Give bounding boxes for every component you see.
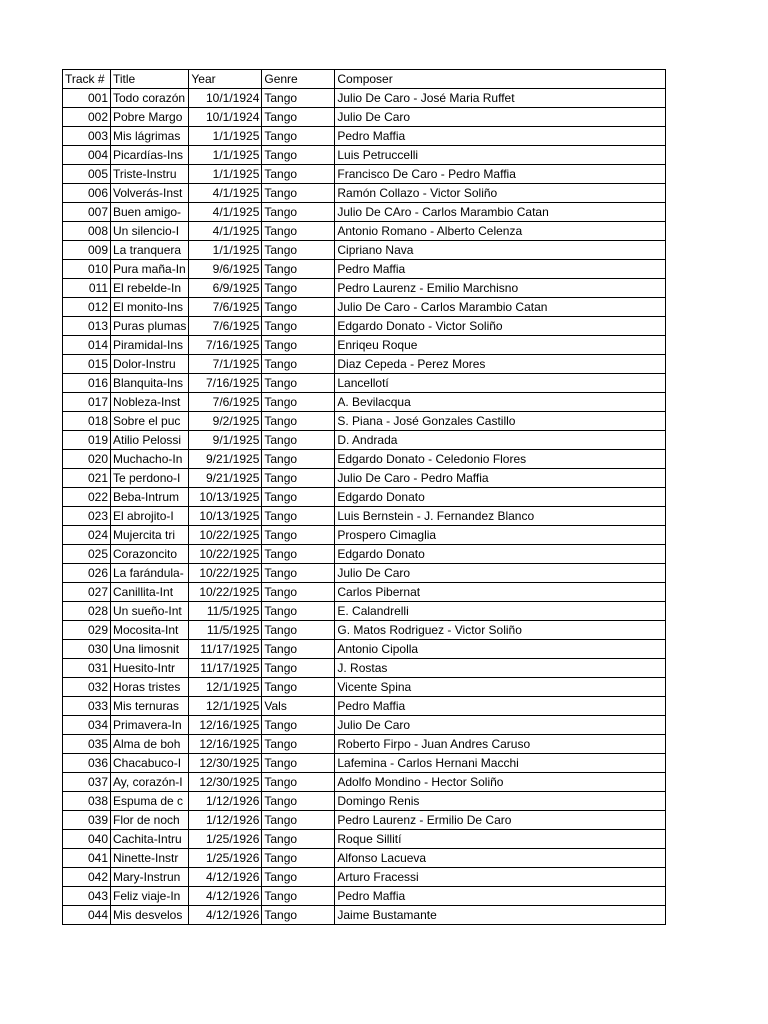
track-cell[interactable]: 041 — [63, 849, 111, 868]
track-cell[interactable]: 030 — [63, 640, 111, 659]
composer-cell[interactable]: A. Bevilacqua — [335, 393, 666, 412]
track-cell[interactable]: 033 — [63, 697, 111, 716]
title-cell[interactable]: Dolor-Instru — [111, 355, 189, 374]
year-cell[interactable]: 11/5/1925 — [189, 602, 262, 621]
composer-cell[interactable]: Edgardo Donato — [335, 545, 666, 564]
table-row — [63, 906, 666, 925]
track-cell[interactable]: 014 — [63, 336, 111, 355]
track-cell[interactable]: 012 — [63, 298, 111, 317]
title-cell[interactable]: Todo corazón — [111, 89, 189, 108]
table-row — [63, 564, 666, 583]
year-cell[interactable]: 9/21/1925 — [189, 469, 262, 488]
table-row — [63, 260, 666, 279]
composer-cell[interactable]: Julio De Caro - Pedro Maffia — [335, 469, 666, 488]
track-cell[interactable]: 017 — [63, 393, 111, 412]
composer-cell[interactable]: Antonio Cipolla — [335, 640, 666, 659]
table-row — [63, 374, 666, 393]
genre-cell[interactable]: Tango — [262, 811, 335, 830]
track-cell[interactable]: 009 — [63, 241, 111, 260]
composer-cell[interactable]: Lafemina - Carlos Hernani Macchi — [335, 754, 666, 773]
track-cell[interactable]: 034 — [63, 716, 111, 735]
year-cell[interactable]: 11/17/1925 — [189, 659, 262, 678]
table-row — [63, 659, 666, 678]
genre-cell[interactable]: Tango — [262, 412, 335, 431]
track-cell[interactable]: 020 — [63, 450, 111, 469]
year-cell[interactable]: 1/25/1926 — [189, 830, 262, 849]
track-cell[interactable]: 037 — [63, 773, 111, 792]
title-cell[interactable]: Mis desvelos — [111, 906, 189, 925]
year-cell[interactable]: 12/16/1925 — [189, 735, 262, 754]
title-cell[interactable]: Una limosnit — [111, 640, 189, 659]
genre-cell[interactable]: Tango — [262, 165, 335, 184]
year-cell[interactable]: 10/1/1924 — [189, 108, 262, 127]
title-cell[interactable]: Alma de boh — [111, 735, 189, 754]
composer-cell[interactable]: Alfonso Lacueva — [335, 849, 666, 868]
track-cell[interactable]: 035 — [63, 735, 111, 754]
track-cell[interactable]: 005 — [63, 165, 111, 184]
title-cell[interactable]: Canillita-Int — [111, 583, 189, 602]
table-row — [63, 526, 666, 545]
title-cell[interactable]: Muchacho-In — [111, 450, 189, 469]
title-cell[interactable]: Feliz viaje-In — [111, 887, 189, 906]
track-cell[interactable]: 038 — [63, 792, 111, 811]
title-cell[interactable]: Atilio Pelossi — [111, 431, 189, 450]
table-row — [63, 450, 666, 469]
composer-cell[interactable]: Arturo Fracessi — [335, 868, 666, 887]
table-row — [63, 811, 666, 830]
title-cell[interactable]: Espuma de c — [111, 792, 189, 811]
genre-cell[interactable]: Tango — [262, 602, 335, 621]
composer-cell[interactable]: Julio De Caro - Carlos Marambio Catan — [335, 298, 666, 317]
table-row — [63, 469, 666, 488]
genre-cell[interactable]: Tango — [262, 241, 335, 260]
composer-cell[interactable]: Julio De Caro — [335, 716, 666, 735]
composer-cell[interactable]: Lancellotí — [335, 374, 666, 393]
table-row — [63, 317, 666, 336]
table-row — [63, 678, 666, 697]
genre-cell[interactable]: Tango — [262, 393, 335, 412]
genre-cell[interactable]: Tango — [262, 184, 335, 203]
track-cell[interactable]: 024 — [63, 526, 111, 545]
genre-cell[interactable]: Tango — [262, 336, 335, 355]
table-row — [63, 583, 666, 602]
year-cell[interactable]: 11/5/1925 — [189, 621, 262, 640]
composer-cell[interactable]: S. Piana - José Gonzales Castillo — [335, 412, 666, 431]
title-cell[interactable]: Corazoncito — [111, 545, 189, 564]
year-cell[interactable]: 7/6/1925 — [189, 317, 262, 336]
table-row — [63, 241, 666, 260]
title-cell[interactable]: Huesito-Intr — [111, 659, 189, 678]
title-cell[interactable]: Ay, corazón-I — [111, 773, 189, 792]
composer-cell[interactable]: Julio De CAro - Carlos Marambio Catan — [335, 203, 666, 222]
genre-cell[interactable]: Tango — [262, 792, 335, 811]
header-track[interactable]: Track # — [63, 70, 111, 89]
table-row — [63, 621, 666, 640]
composer-cell[interactable]: Diaz Cepeda - Perez Mores — [335, 355, 666, 374]
table-row — [63, 393, 666, 412]
track-cell[interactable]: 003 — [63, 127, 111, 146]
year-cell[interactable]: 9/21/1925 — [189, 450, 262, 469]
genre-cell[interactable]: Tango — [262, 108, 335, 127]
genre-cell[interactable]: Tango — [262, 450, 335, 469]
genre-cell[interactable]: Tango — [262, 279, 335, 298]
track-cell[interactable]: 042 — [63, 868, 111, 887]
title-cell[interactable]: Un silencio-I — [111, 222, 189, 241]
table-row — [63, 146, 666, 165]
table-row — [63, 602, 666, 621]
composer-cell[interactable]: Luis Petruccelli — [335, 146, 666, 165]
genre-cell[interactable]: Tango — [262, 298, 335, 317]
track-cell[interactable]: 043 — [63, 887, 111, 906]
title-cell[interactable]: Mis ternuras — [111, 697, 189, 716]
year-cell[interactable]: 1/1/1925 — [189, 165, 262, 184]
year-cell[interactable]: 10/1/1924 — [189, 89, 262, 108]
composer-cell[interactable]: Enriqeu Roque — [335, 336, 666, 355]
table-row — [63, 412, 666, 431]
table-row — [63, 716, 666, 735]
composer-cell[interactable]: Antonio Romano - Alberto Celenza — [335, 222, 666, 241]
genre-cell[interactable]: Tango — [262, 754, 335, 773]
composer-cell[interactable]: Francisco De Caro - Pedro Maffia — [335, 165, 666, 184]
title-cell[interactable]: Cachita-Intru — [111, 830, 189, 849]
header-row — [63, 70, 666, 89]
composer-cell[interactable]: Roque Sillití — [335, 830, 666, 849]
title-cell[interactable]: Mis lágrimas — [111, 127, 189, 146]
track-cell[interactable]: 007 — [63, 203, 111, 222]
table-row — [63, 754, 666, 773]
track-cell[interactable]: 040 — [63, 830, 111, 849]
genre-cell[interactable]: Tango — [262, 735, 335, 754]
year-cell[interactable]: 9/2/1925 — [189, 412, 262, 431]
year-cell[interactable]: 10/13/1925 — [189, 488, 262, 507]
genre-cell[interactable]: Tango — [262, 773, 335, 792]
year-cell[interactable]: 7/1/1925 — [189, 355, 262, 374]
header-genre[interactable]: Genre — [262, 70, 335, 89]
year-cell[interactable]: 10/22/1925 — [189, 583, 262, 602]
title-cell[interactable]: Pura maña-In — [111, 260, 189, 279]
title-cell[interactable]: Blanquita-Ins — [111, 374, 189, 393]
title-cell[interactable]: Buen amigo- — [111, 203, 189, 222]
table-row — [63, 184, 666, 203]
composer-cell[interactable]: Edgardo Donato — [335, 488, 666, 507]
composer-cell[interactable]: Luis Bernstein - J. Fernandez Blanco — [335, 507, 666, 526]
genre-cell[interactable]: Tango — [262, 469, 335, 488]
composer-cell[interactable]: Edgardo Donato - Celedonio Flores — [335, 450, 666, 469]
year-cell[interactable]: 10/22/1925 — [189, 526, 262, 545]
track-cell[interactable]: 021 — [63, 469, 111, 488]
title-cell[interactable]: Mary-Instrun — [111, 868, 189, 887]
genre-cell[interactable]: Tango — [262, 488, 335, 507]
year-cell[interactable]: 7/16/1925 — [189, 374, 262, 393]
table-row — [63, 640, 666, 659]
composer-cell[interactable]: Vicente Spina — [335, 678, 666, 697]
title-cell[interactable]: Primavera-In — [111, 716, 189, 735]
year-cell[interactable]: 12/16/1925 — [189, 716, 262, 735]
title-cell[interactable]: Triste-Instru — [111, 165, 189, 184]
track-cell[interactable]: 010 — [63, 260, 111, 279]
table-row — [63, 488, 666, 507]
composer-cell[interactable]: Adolfo Mondino - Hector Soliño — [335, 773, 666, 792]
title-cell[interactable]: El monito-Ins — [111, 298, 189, 317]
genre-cell[interactable]: Tango — [262, 89, 335, 108]
genre-cell[interactable]: Tango — [262, 906, 335, 925]
year-cell[interactable]: 10/22/1925 — [189, 564, 262, 583]
title-cell[interactable]: La farándula- — [111, 564, 189, 583]
year-cell[interactable]: 12/1/1925 — [189, 697, 262, 716]
composer-cell[interactable]: Julio De Caro — [335, 564, 666, 583]
title-cell[interactable]: Piramidal-Ins — [111, 336, 189, 355]
title-cell[interactable]: Beba-Intrum — [111, 488, 189, 507]
genre-cell[interactable]: Tango — [262, 507, 335, 526]
track-cell[interactable]: 008 — [63, 222, 111, 241]
genre-cell[interactable]: Tango — [262, 868, 335, 887]
title-cell[interactable]: Mujercita tri — [111, 526, 189, 545]
track-cell[interactable]: 022 — [63, 488, 111, 507]
year-cell[interactable]: 10/22/1925 — [189, 545, 262, 564]
track-cell[interactable]: 019 — [63, 431, 111, 450]
table-row — [63, 279, 666, 298]
track-cell[interactable]: 036 — [63, 754, 111, 773]
track-table — [62, 69, 666, 925]
year-cell[interactable]: 1/12/1926 — [189, 811, 262, 830]
track-cell[interactable]: 011 — [63, 279, 111, 298]
title-cell[interactable]: Chacabuco-I — [111, 754, 189, 773]
track-cell[interactable]: 025 — [63, 545, 111, 564]
year-cell[interactable]: 1/25/1926 — [189, 849, 262, 868]
composer-cell[interactable]: Jaime Bustamante — [335, 906, 666, 925]
track-cell[interactable]: 006 — [63, 184, 111, 203]
title-cell[interactable]: El rebelde-In — [111, 279, 189, 298]
composer-cell[interactable]: Pedro Maffia — [335, 127, 666, 146]
year-cell[interactable]: 1/12/1926 — [189, 792, 262, 811]
table-row — [63, 298, 666, 317]
year-cell[interactable]: 1/1/1925 — [189, 146, 262, 165]
table-row — [63, 849, 666, 868]
genre-cell[interactable]: Tango — [262, 659, 335, 678]
genre-cell[interactable]: Tango — [262, 678, 335, 697]
title-cell[interactable]: Ninette-Instr — [111, 849, 189, 868]
composer-cell[interactable]: J. Rostas — [335, 659, 666, 678]
composer-cell[interactable]: Domingo Renis — [335, 792, 666, 811]
genre-cell[interactable]: Tango — [262, 526, 335, 545]
composer-cell[interactable]: Roberto Firpo - Juan Andres Caruso — [335, 735, 666, 754]
genre-cell[interactable]: Tango — [262, 564, 335, 583]
composer-cell[interactable]: Carlos Pibernat — [335, 583, 666, 602]
composer-cell[interactable]: Ramón Collazo - Victor Soliño — [335, 184, 666, 203]
table-row — [63, 507, 666, 526]
composer-cell[interactable]: G. Matos Rodriguez - Victor Soliño — [335, 621, 666, 640]
year-cell[interactable]: 10/13/1925 — [189, 507, 262, 526]
track-cell[interactable]: 015 — [63, 355, 111, 374]
table-row — [63, 108, 666, 127]
genre-cell[interactable]: Tango — [262, 260, 335, 279]
table-row — [63, 431, 666, 450]
genre-cell[interactable]: Tango — [262, 203, 335, 222]
track-cell[interactable]: 001 — [63, 89, 111, 108]
composer-cell[interactable]: Pedro Maffia — [335, 260, 666, 279]
genre-cell[interactable]: Tango — [262, 640, 335, 659]
table-row — [63, 697, 666, 716]
title-cell[interactable]: Horas tristes — [111, 678, 189, 697]
year-cell[interactable]: 12/1/1925 — [189, 678, 262, 697]
year-cell[interactable]: 4/1/1925 — [189, 222, 262, 241]
title-cell[interactable]: Un sueño-Int — [111, 602, 189, 621]
title-cell[interactable]: Sobre el puc — [111, 412, 189, 431]
table-row — [63, 887, 666, 906]
composer-cell[interactable]: D. Andrada — [335, 431, 666, 450]
genre-cell[interactable]: Tango — [262, 146, 335, 165]
track-cell[interactable]: 018 — [63, 412, 111, 431]
title-cell[interactable]: La tranquera — [111, 241, 189, 260]
year-cell[interactable]: 12/30/1925 — [189, 773, 262, 792]
table-row — [63, 222, 666, 241]
track-cell[interactable]: 029 — [63, 621, 111, 640]
composer-cell[interactable]: Julio De Caro - José Maria Ruffet — [335, 89, 666, 108]
table-row — [63, 336, 666, 355]
composer-cell[interactable]: Julio De Caro — [335, 108, 666, 127]
genre-cell[interactable]: Tango — [262, 716, 335, 735]
table-row — [63, 868, 666, 887]
table-row — [63, 830, 666, 849]
track-cell[interactable]: 039 — [63, 811, 111, 830]
genre-cell[interactable]: Tango — [262, 222, 335, 241]
year-cell[interactable]: 7/6/1925 — [189, 298, 262, 317]
composer-cell[interactable]: E. Calandrelli — [335, 602, 666, 621]
year-cell[interactable]: 9/1/1925 — [189, 431, 262, 450]
genre-cell[interactable]: Tango — [262, 583, 335, 602]
track-cell[interactable]: 044 — [63, 906, 111, 925]
genre-cell[interactable]: Tango — [262, 849, 335, 868]
title-cell[interactable]: Volverás-Inst — [111, 184, 189, 203]
track-cell[interactable]: 032 — [63, 678, 111, 697]
track-cell[interactable]: 004 — [63, 146, 111, 165]
title-cell[interactable]: Puras plumas — [111, 317, 189, 336]
track-cell[interactable]: 016 — [63, 374, 111, 393]
table-row — [63, 89, 666, 108]
genre-cell[interactable]: Tango — [262, 355, 335, 374]
year-cell[interactable]: 4/12/1926 — [189, 906, 262, 925]
header-year[interactable]: Year — [189, 70, 262, 89]
year-cell[interactable]: 7/16/1925 — [189, 336, 262, 355]
year-cell[interactable]: 9/6/1925 — [189, 260, 262, 279]
table-row — [63, 792, 666, 811]
composer-cell[interactable]: Cipriano Nava — [335, 241, 666, 260]
year-cell[interactable]: 1/1/1925 — [189, 127, 262, 146]
table-row — [63, 545, 666, 564]
title-cell[interactable]: Nobleza-Inst — [111, 393, 189, 412]
header-composer[interactable]: Composer — [335, 70, 666, 89]
year-cell[interactable]: 6/9/1925 — [189, 279, 262, 298]
year-cell[interactable]: 4/12/1926 — [189, 868, 262, 887]
table-row — [63, 127, 666, 146]
genre-cell[interactable]: Vals — [262, 697, 335, 716]
genre-cell[interactable]: Tango — [262, 317, 335, 336]
table-row — [63, 735, 666, 754]
year-cell[interactable]: 7/6/1925 — [189, 393, 262, 412]
composer-cell[interactable]: Prospero Cimaglia — [335, 526, 666, 545]
composer-cell[interactable]: Pedro Maffia — [335, 697, 666, 716]
genre-cell[interactable]: Tango — [262, 374, 335, 393]
year-cell[interactable]: 4/12/1926 — [189, 887, 262, 906]
composer-cell[interactable]: Pedro Laurenz - Ermilio De Caro — [335, 811, 666, 830]
track-cell[interactable]: 013 — [63, 317, 111, 336]
genre-cell[interactable]: Tango — [262, 127, 335, 146]
track-cell[interactable]: 023 — [63, 507, 111, 526]
title-cell[interactable]: El abrojito-I — [111, 507, 189, 526]
title-cell[interactable]: Pobre Margo — [111, 108, 189, 127]
track-cell[interactable]: 027 — [63, 583, 111, 602]
title-cell[interactable]: Flor de noch — [111, 811, 189, 830]
table-row — [63, 165, 666, 184]
genre-cell[interactable]: Tango — [262, 431, 335, 450]
year-cell[interactable]: 4/1/1925 — [189, 184, 262, 203]
table-row — [63, 773, 666, 792]
genre-cell[interactable]: Tango — [262, 621, 335, 640]
year-cell[interactable]: 4/1/1925 — [189, 203, 262, 222]
title-cell[interactable]: Mocosita-Int — [111, 621, 189, 640]
year-cell[interactable]: 1/1/1925 — [189, 241, 262, 260]
genre-cell[interactable]: Tango — [262, 887, 335, 906]
title-cell[interactable]: Picardías-Ins — [111, 146, 189, 165]
track-cell[interactable]: 031 — [63, 659, 111, 678]
header-title[interactable]: Title — [111, 70, 189, 89]
title-cell[interactable]: Te perdono-I — [111, 469, 189, 488]
track-cell[interactable]: 028 — [63, 602, 111, 621]
composer-cell[interactable]: Pedro Maffia — [335, 887, 666, 906]
year-cell[interactable]: 12/30/1925 — [189, 754, 262, 773]
composer-cell[interactable]: Edgardo Donato - Victor Soliño — [335, 317, 666, 336]
year-cell[interactable]: 11/17/1925 — [189, 640, 262, 659]
track-cell[interactable]: 002 — [63, 108, 111, 127]
composer-cell[interactable]: Pedro Laurenz - Emilio Marchisno — [335, 279, 666, 298]
table-row — [63, 203, 666, 222]
track-cell[interactable]: 026 — [63, 564, 111, 583]
genre-cell[interactable]: Tango — [262, 545, 335, 564]
table-row — [63, 355, 666, 374]
genre-cell[interactable]: Tango — [262, 830, 335, 849]
